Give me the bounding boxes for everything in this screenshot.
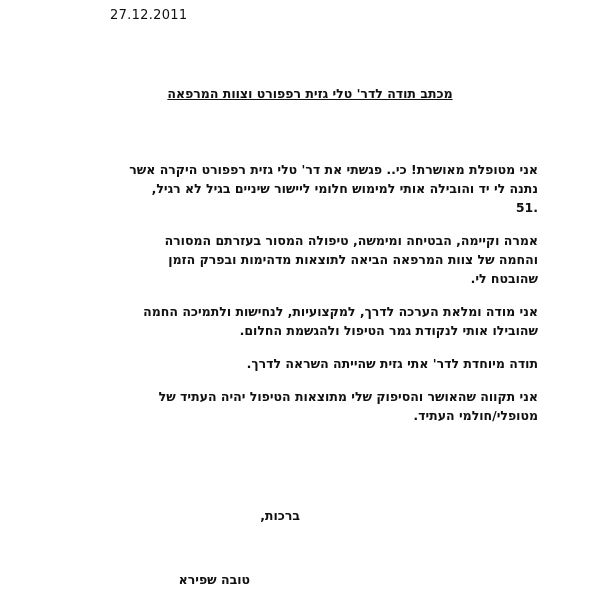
paragraph-line: שהובילו אותי לנקודת גמר הטיפול ולהגשמת החלום. xyxy=(239,323,538,338)
letter-greeting: ברכות, xyxy=(260,508,300,523)
paragraph-line: מטופלי/חולמי העתיד. xyxy=(413,408,538,423)
paragraph-2 xyxy=(98,231,538,288)
paragraph-5 xyxy=(98,387,538,425)
paragraph-line: אמרה וקיימה, הבטיחה ומימשה, טיפולה המסור בעזרתם המסורה xyxy=(164,233,538,248)
paragraph-line: תודה מיוחדת לדר' אתי גזית שהייתה השראה לדרך. xyxy=(246,356,538,371)
paragraph-line: שהובטח לי. xyxy=(470,271,538,286)
paragraph-line: נתנה לי יד והובילה אותי למימוש חלומי ליישור שיניים בגיל לא רגיל, xyxy=(151,181,538,196)
paragraph-3 xyxy=(98,302,538,340)
letter-body xyxy=(98,160,538,439)
letter-title: מכתב תודה לדר' טלי גזית רפפורט וצוות המרפאה xyxy=(167,86,453,101)
paragraph-line: אני מטופלת מאושרת! כי.. פגשתי את דר' טלי גזית רפפורט היקרה אשר xyxy=(129,162,538,177)
paragraph-1 xyxy=(98,160,538,217)
paragraph-line: .51 xyxy=(515,200,538,215)
paragraph-4 xyxy=(98,354,538,373)
paragraph-line: והחמה של צוות המרפאה הביאה לתוצאות מדהימות ובפרק הזמן xyxy=(168,252,538,267)
paragraph-line: אני תקווה שהאושר והסיפוק שלי מתוצאות הטיפול יהיה העתיד של xyxy=(158,389,538,404)
paragraph-line: אני מודה ומלאת הערכה לדרך, למקצועיות, לנחישות ולתמיכה החמה xyxy=(143,304,538,319)
letter-date: 27.12.2011 xyxy=(110,8,188,23)
letter-signature: טובה שפירא xyxy=(178,572,250,587)
